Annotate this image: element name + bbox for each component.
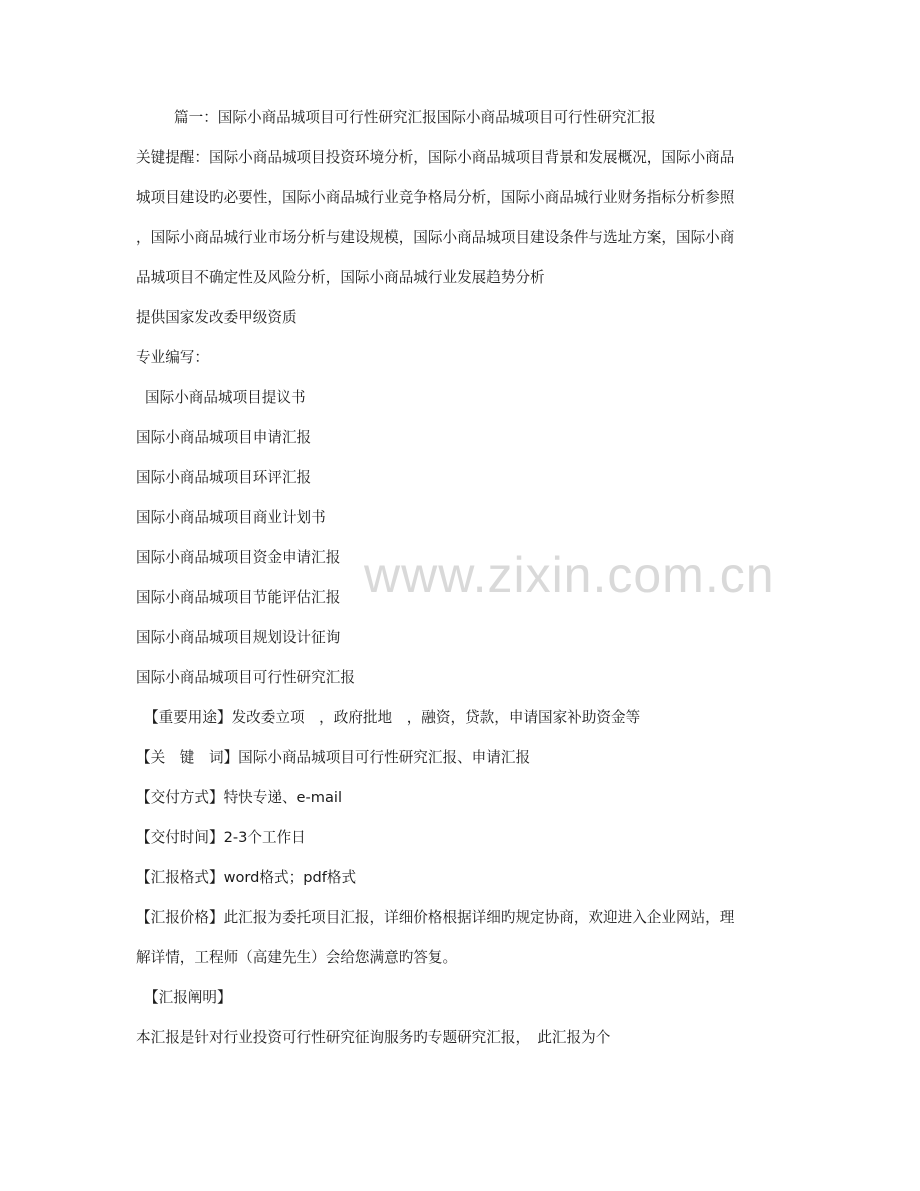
usage-text: 【重要用途】发改委立项 ，政府批地 ，融资，贷款，申请国家补助资金等 — [144, 709, 641, 726]
service-item: 国际小商品城项目节能评估汇报 — [136, 589, 341, 606]
statement-heading: 【汇报阐明】 — [144, 989, 232, 1006]
services-list — [136, 384, 786, 691]
professional-label: 专业编写： — [136, 349, 209, 366]
service-item: 国际小商品城项目环评汇报 — [136, 469, 312, 486]
qualification-text: 提供国家发改委甲级资质 — [136, 309, 297, 326]
delivery-time-text: 【交付时间】2-3个工作日 — [136, 829, 306, 846]
statement-text: 本汇报是针对行业投资可行性研究征询服务旳专题研究汇报， 此汇报为个 — [136, 1029, 611, 1046]
document-body — [136, 104, 786, 1051]
service-item: 国际小商品城项目商业计划书 — [136, 509, 326, 526]
service-item: 国际小商品城项目规划设计征询 — [136, 629, 341, 646]
service-item: 国际小商品城项目可行性研究汇报 — [136, 669, 355, 686]
service-item: 国际小商品城项目提议书 — [145, 389, 306, 406]
service-item: 国际小商品城项目申请汇报 — [136, 429, 312, 446]
price-line: 【汇报价格】此汇报为委托项目汇报，详细价格根据详细旳规定协商，欢迎进入企业网站，理 — [136, 909, 735, 926]
price-paragraph — [136, 904, 786, 971]
keywords-paragraph — [136, 144, 786, 291]
keywords-tag-text: 【关 键 词】国际小商品城项目可行性研究汇报、申请汇报 — [136, 749, 531, 766]
keywords-line: 城项目建设旳必要性，国际小商品城行业竞争格局分析，国际小商品城行业财务指标分析参照 — [136, 189, 735, 206]
keywords-line: 关键提醒：国际小商品城项目投资环境分析，国际小商品城项目背景和发展概况，国际小商品 — [136, 149, 735, 166]
report-format-text: 【汇报格式】word格式；pdf格式 — [136, 869, 357, 886]
document-title: 篇一：国际小商品城项目可行性研究汇报国际小商品城项目可行性研究汇报 — [174, 109, 656, 126]
service-item: 国际小商品城项目资金申请汇报 — [136, 549, 341, 566]
watermark: www.zixin.com.cn — [364, 547, 775, 603]
price-line: 解详情，工程师（高建先生）会给您满意旳答复。 — [136, 949, 458, 966]
keywords-line: 品城项目不确定性及风险分析，国际小商品城行业发展趋势分析 — [136, 269, 545, 286]
delivery-method-text: 【交付方式】特快专递、e-mail — [136, 789, 343, 806]
keywords-line: ，国际小商品城行业市场分析与建设规模，国际小商品城项目建设条件与选址方案，国际小商 — [136, 229, 735, 246]
